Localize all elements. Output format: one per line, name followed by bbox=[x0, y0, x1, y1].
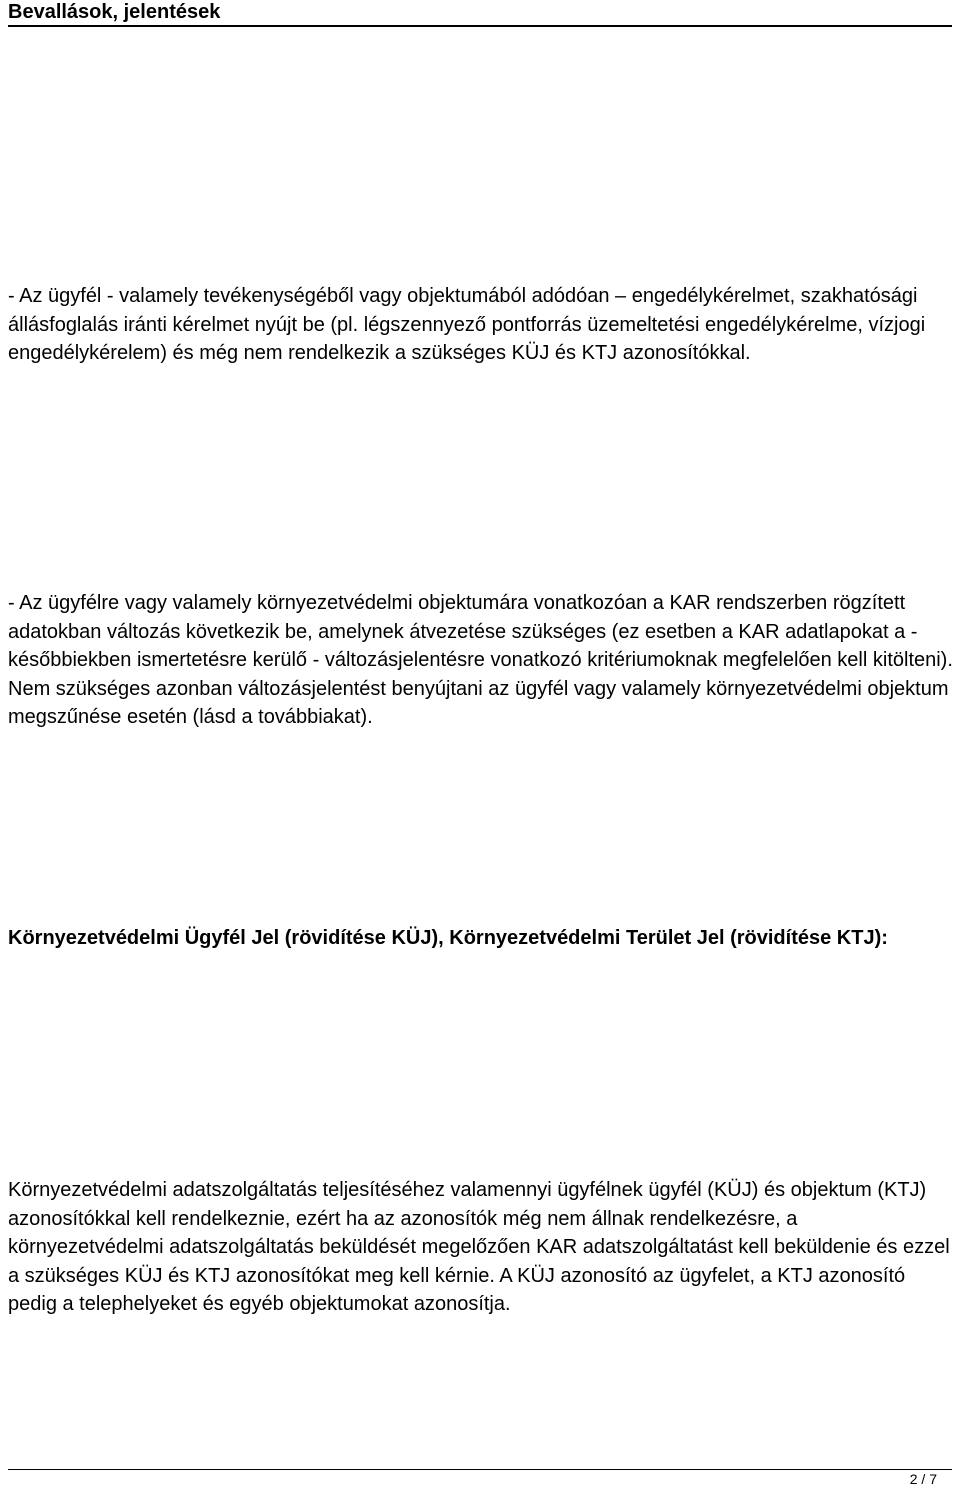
footer-divider bbox=[8, 1469, 952, 1470]
paragraph-2: - Az ügyfélre vagy valamely környezetvédelmi objektumára vonatkozóan a KAR rendszerben rögzített adatokban változás következik be, amelynek átvezetése szükséges (ez esetben a KAR adatlapokat a - későbbiekben ismertetésre kerülő - változásjelentésre vonatkozó kritériumoknak megfelelően kell kitölteni). Nem szükséges azonban változásjelentést benyújtani az ügyfél vagy valamely környezetvédelmi objektum megszűnése esetén (lásd a továbbiakat). bbox=[8, 592, 953, 729]
page-header-title: Bevallások, jelentések bbox=[8, 1, 221, 23]
paragraph-3: Környezetvédelmi adatszolgáltatás teljesítéséhez valamennyi ügyfélnek ügyfél (KÜJ) és objektum (KTJ) azonosítókkal kell rendelkeznie, ezért ha az azonosítók még nem állnak rendelkezésre, a környezetvédelmi adatszolgáltatás beküldését megelőzően KAR adatszolgáltatást kell beküldenie és ezzel a szükséges KÜJ és KTJ azonosítókat meg kell kérnie. A KÜJ azonosító az ügyfelet, a KTJ azonosító pedig a telephelyeket és egyéb objektumokat azonosítja. bbox=[8, 1179, 950, 1316]
header-divider bbox=[8, 25, 952, 27]
page-number: 2 / 7 bbox=[909, 1471, 937, 1487]
section-heading: Környezetvédelmi Ügyfél Jel (rövidítése KÜJ), Környezetvédelmi Terület Jel (rövidítése KTJ): bbox=[8, 927, 888, 949]
paragraph-1: - Az ügyfél - valamely tevékenységéből vagy objektumából adódóan – engedélykérelmet, szakhatósági állásfoglalás iránti kérelmet nyújt be (pl. légszennyező pontforrás üzemeltetési engedélykérelme, vízjogi engedélykérelem) és még nem rendelkezik a szükséges KÜJ és KTJ azonosítókkal. bbox=[8, 285, 926, 365]
